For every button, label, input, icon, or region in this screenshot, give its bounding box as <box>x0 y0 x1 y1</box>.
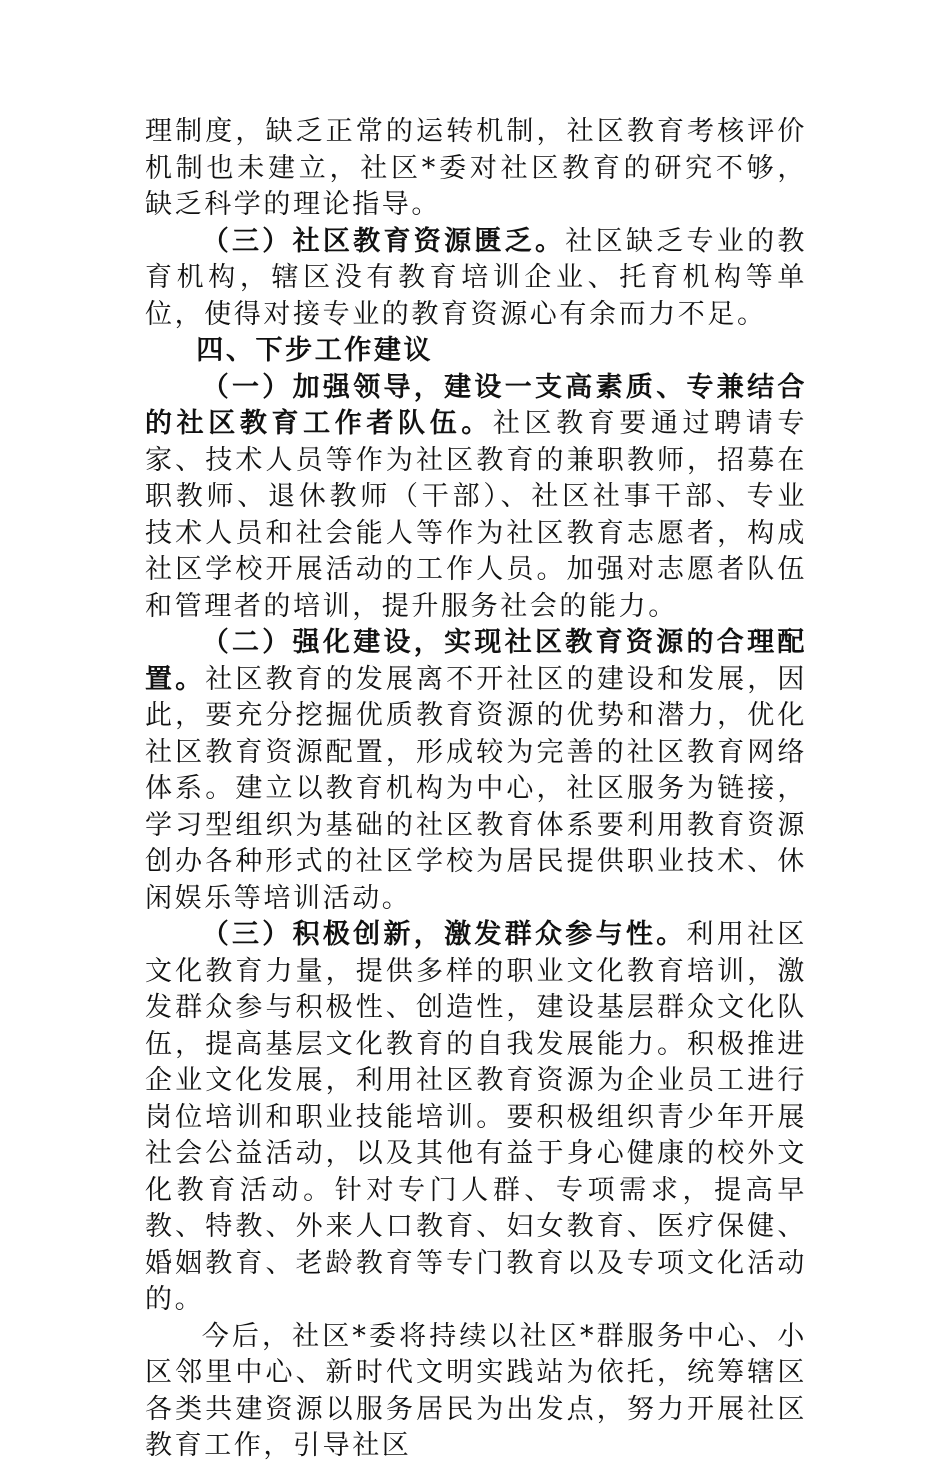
paragraph-text: 今后，社区*委将持续以社区*群服务中心、小区邻里中心、新时代文明实践站为依托，统筹辖区各类共建资源以服务居民为出发点，努力开展社区教育工作，引导社区 <box>145 1320 807 1461</box>
paragraph-resource-shortage <box>145 224 807 334</box>
section-heading: 四、下步工作建议 <box>196 335 434 366</box>
paragraph-text: 社区缺乏专业的教育机构，辖区没有教育培训企业、托育机构等单位，使得对接专业的教育资源心有余而力不足。 <box>145 225 807 330</box>
paragraph-lead: （三）积极创新，激发群众参与性。 <box>201 919 687 950</box>
paragraph-continued <box>145 114 807 224</box>
document-page <box>145 114 807 1465</box>
paragraph-lead: （一）加强领导，建设一支高素质、专兼结合的社区教育工作者队伍。 <box>145 371 807 439</box>
paragraph-innovation <box>145 917 807 1319</box>
paragraph-leadership <box>145 370 807 626</box>
paragraph-text: 利用社区文化教育力量，提供多样的职业文化教育培训，激发群众参与积极性、创造性，建设基层群众文化队伍，提高基层文化教育的自我发展能力。积极推进企业文化发展，利用社区教育资源为企业员工进行岗位培训和职业技能培训。要积极组织青少年开展社会公益活动，以及其他有益于身心健康的校外文化教育活动。针对专门人群、专项需求，提高早教、特教、外来人口教育、妇女教育、医疗保健、婚姻教育、老龄教育等专门教育以及专项文化活动的。 <box>145 919 807 1315</box>
paragraph-text: 社区教育要通过聘请专家、技术人员等作为社区教育的兼职教师，招募在职教师、退休教师（干部）、社区社事干部、专业技术人员和社会能人等作为社区教育志愿者，构成社区学校开展活动的工作人员。加强对志愿者队伍和管理者的培训，提升服务社会的能力。 <box>145 408 808 622</box>
paragraph-construction <box>145 625 807 917</box>
paragraph-text: 理制度，缺乏正常的运转机制，社区教育考核评价机制也未建立，社区*委对社区教育的研究不够，缺乏科学的理论指导。 <box>145 116 807 220</box>
paragraph-text: 社区教育的发展离不开社区的建设和发展，因此，要充分挖掘优质教育资源的优势和潜力，优化社区教育资源配置，形成较为完善的社区教育网络体系。建立以教育机构为中心，社区服务为链接，学习型组织为基础的社区教育体系要利用教育资源创办各种形式的社区学校为居民提供职业技术、休闲娱乐等培训活动。 <box>145 663 808 914</box>
paragraph-lead: （二）强化建设，实现社区教育资源的合理配置。 <box>145 627 807 695</box>
paragraph-lead: （三）社区教育资源匮乏。 <box>201 225 566 257</box>
paragraph-future <box>145 1319 807 1465</box>
